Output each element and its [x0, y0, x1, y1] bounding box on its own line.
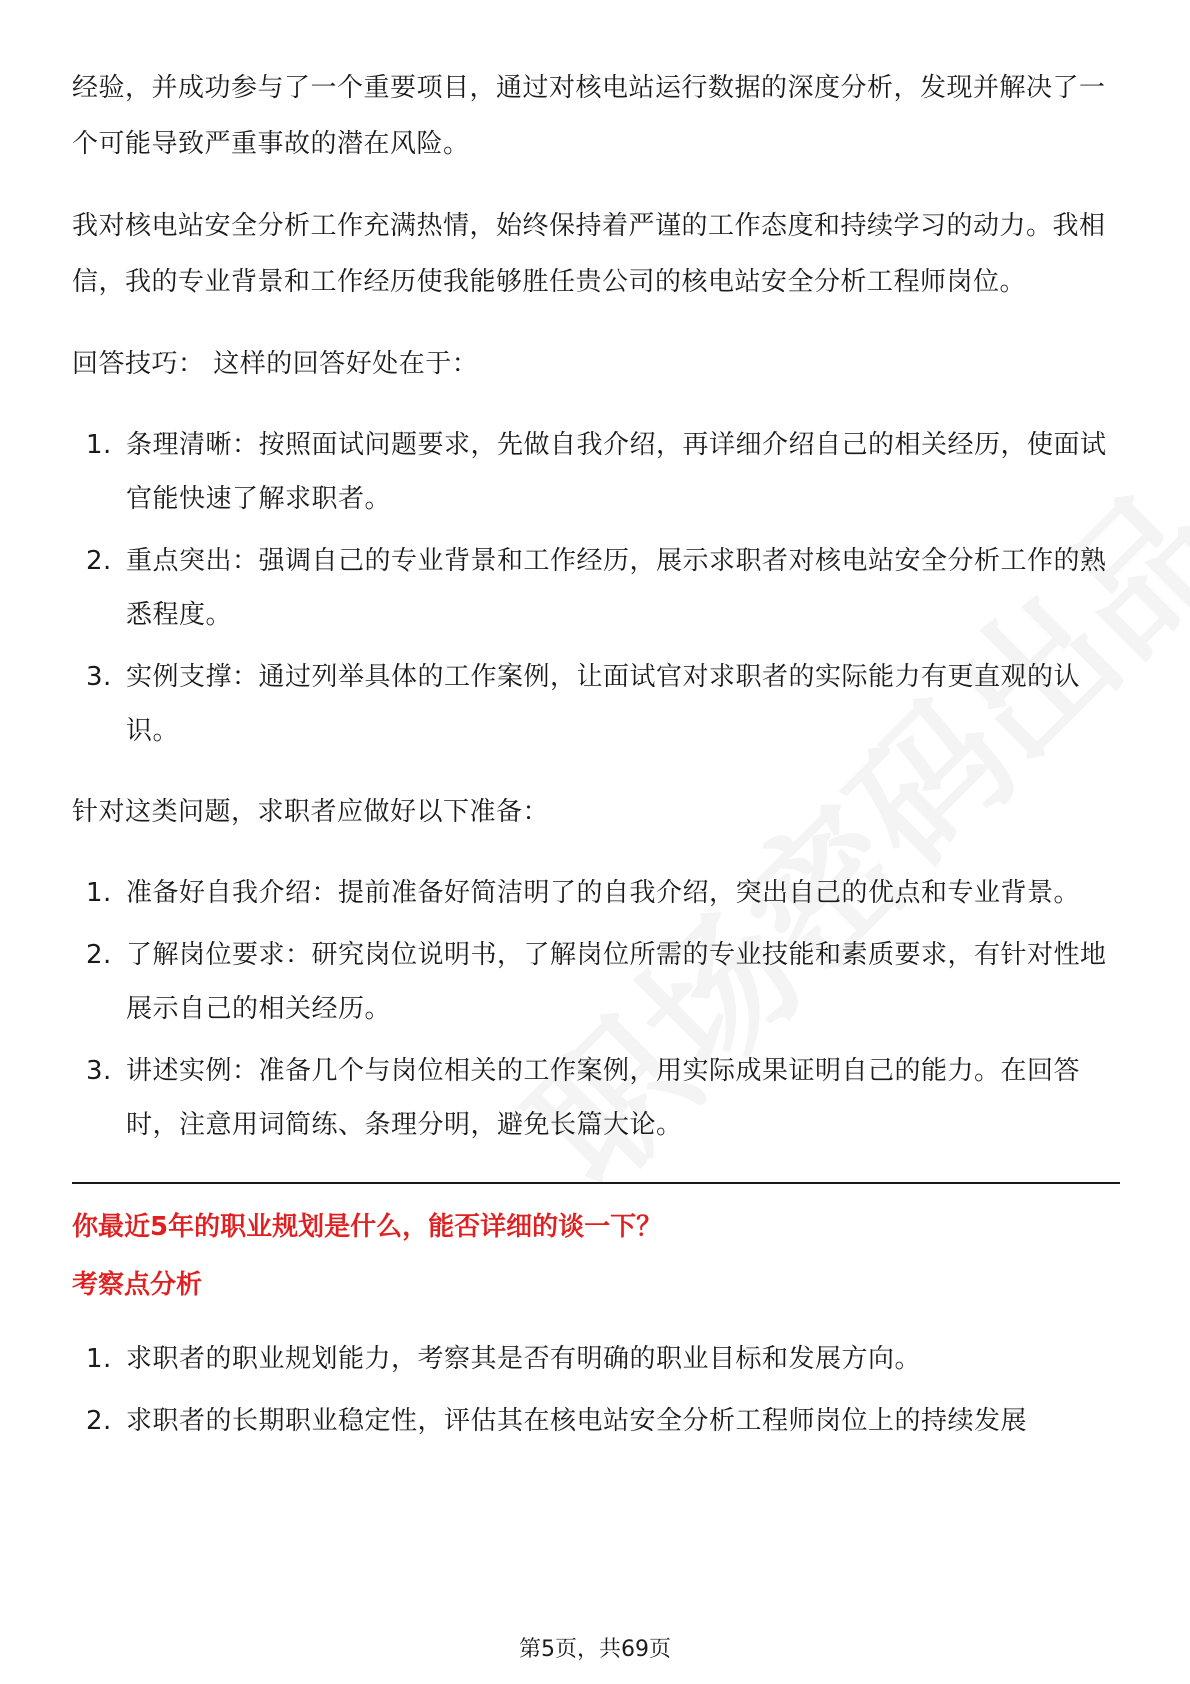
question-title: 你最近5年的职业规划是什么，能否详细的谈一下？	[72, 1212, 663, 1242]
list-item	[72, 928, 1120, 1036]
list-item	[72, 1332, 1120, 1386]
paragraph-passion: 我对核电站安全分析工作充满热情，始终保持着严谨的工作态度和持续学习的动力。我相信，我的专业背景和工作经历使我能够胜任贵公司的核电站安全分析工程师岗位。	[72, 211, 1106, 297]
list-number: 3.	[86, 1056, 112, 1086]
list-item	[72, 534, 1120, 642]
tips-list	[72, 418, 1120, 758]
list-item	[72, 418, 1120, 526]
list-item	[72, 1394, 1120, 1448]
list-number: 2.	[86, 546, 112, 576]
list-number: 1.	[86, 430, 112, 460]
list-item-text: 讲述实例：准备几个与岗位相关的工作案例，用实际成果证明自己的能力。在回答时，注意用词简练、条理分明，避免长篇大论。	[126, 1056, 1081, 1140]
list-number: 2.	[86, 940, 112, 970]
list-item	[72, 650, 1120, 758]
list-item-text: 准备好自我介绍：提前准备好简洁明了的自我介绍，突出自己的优点和专业背景。	[126, 878, 1081, 908]
list-item	[72, 1044, 1120, 1152]
paragraph-answer-tips: 回答技巧： 这样的回答好处在于：	[72, 349, 479, 379]
document-body	[72, 60, 1120, 1456]
list-item	[72, 866, 1120, 920]
paragraph-preparation: 针对这类问题，求职者应做好以下准备：	[72, 797, 550, 827]
list-number: 3.	[86, 662, 112, 692]
list-number: 1.	[86, 878, 112, 908]
list-number: 2.	[86, 1406, 112, 1436]
list-item-text: 求职者的职业规划能力，考察其是否有明确的职业目标和发展方向。	[126, 1344, 922, 1374]
list-item-text: 实例支撑：通过列举具体的工作案例，让面试官对求职者的实际能力有更直观的认识。	[126, 662, 1081, 746]
list-item-text: 求职者的长期职业稳定性，评估其在核电站安全分析工程师岗位上的持续发展	[126, 1406, 1028, 1436]
section-divider	[72, 1182, 1120, 1184]
list-item-text: 条理清晰：按照面试问题要求，先做自我介绍，再详细介绍自己的相关经历，使面试官能快速了解求职者。	[126, 430, 1107, 514]
page-footer: 第5页，共69页	[519, 1637, 671, 1662]
preparation-list	[72, 866, 1120, 1152]
analysis-list	[72, 1332, 1120, 1448]
analysis-heading: 考察点分析	[72, 1270, 203, 1300]
list-number: 1.	[86, 1344, 112, 1374]
list-item-text: 重点突出：强调自己的专业背景和工作经历，展示求职者对核电站安全分析工作的熟悉程度。	[126, 546, 1107, 630]
list-item-text: 了解岗位要求：研究岗位说明书，了解岗位所需的专业技能和素质要求，有针对性地展示自己的相关经历。	[126, 940, 1107, 1024]
paragraph-experience: 经验，并成功参与了一个重要项目，通过对核电站运行数据的深度分析，发现并解决了一个可能导致严重事故的潜在风险。	[72, 73, 1106, 159]
